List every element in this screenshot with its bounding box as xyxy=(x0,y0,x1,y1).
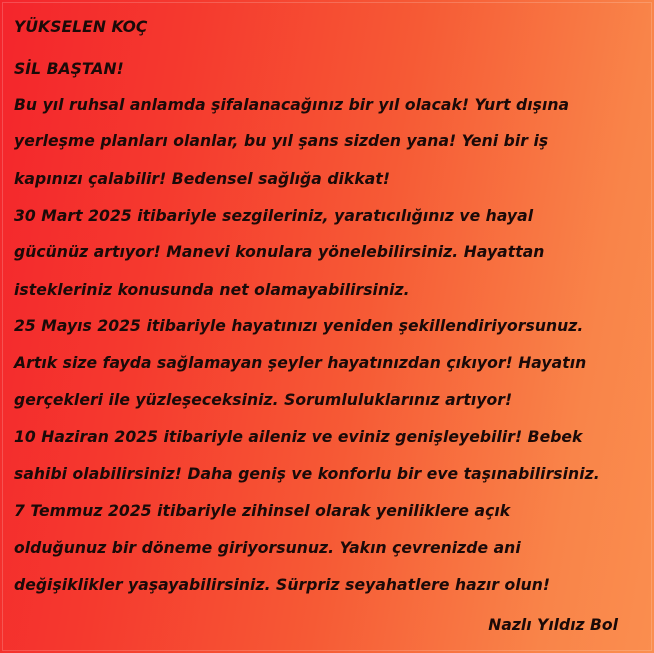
body-line: Artık size fayda sağlamayan şeyler hayatınızdan çıkıyor! Hayatın xyxy=(14,354,587,372)
body-line: 10 Haziran 2025 itibariyle aileniz ve eviniz genişleyebilir! Bebek xyxy=(14,428,583,446)
body-line: olduğunuz bir döneme giriyorsunuz. Yakın çevrenizde ani xyxy=(14,539,521,557)
headline: SİL BAŞTAN! xyxy=(14,60,124,78)
body-line: istekleriniz konusunda net olamayabilirsiniz. xyxy=(14,281,410,299)
body-line: gücünüz artıyor! Manevi konulara yönelebilirsiniz. Hayattan xyxy=(14,243,545,261)
signature: Nazlı Yıldız Bol xyxy=(488,616,618,634)
body-line: kapınızı çalabilir! Bedensel sağlığa dikkat! xyxy=(14,170,391,188)
body-line: 25 Mayıs 2025 itibariyle hayatınızı yeniden şekillendiriyorsunuz. xyxy=(14,317,584,335)
body-line: yerleşme planları olanlar, bu yıl şans sizden yana! Yeni bir iş xyxy=(14,132,549,150)
body-line: değişiklikler yaşayabilirsiniz. Sürpriz seyahatlere hazır olun! xyxy=(14,576,551,594)
sign-title: YÜKSELEN KOÇ xyxy=(14,18,148,36)
body-line: 7 Temmuz 2025 itibariyle zihinsel olarak yeniliklere açık xyxy=(14,502,511,520)
body-line: sahibi olabilirsiniz! Daha geniş ve konforlu bir eve taşınabilirsiniz. xyxy=(14,465,600,483)
body-line: Bu yıl ruhsal anlamda şifalanacağınız bir yıl olacak! Yurt dışına xyxy=(14,96,570,114)
body-line: 30 Mart 2025 itibariyle sezgileriniz, yaratıcılığınız ve hayal xyxy=(14,207,534,225)
body-line: gerçekleri ile yüzleşeceksiniz. Sorumluluklarınız artıyor! xyxy=(14,391,513,409)
